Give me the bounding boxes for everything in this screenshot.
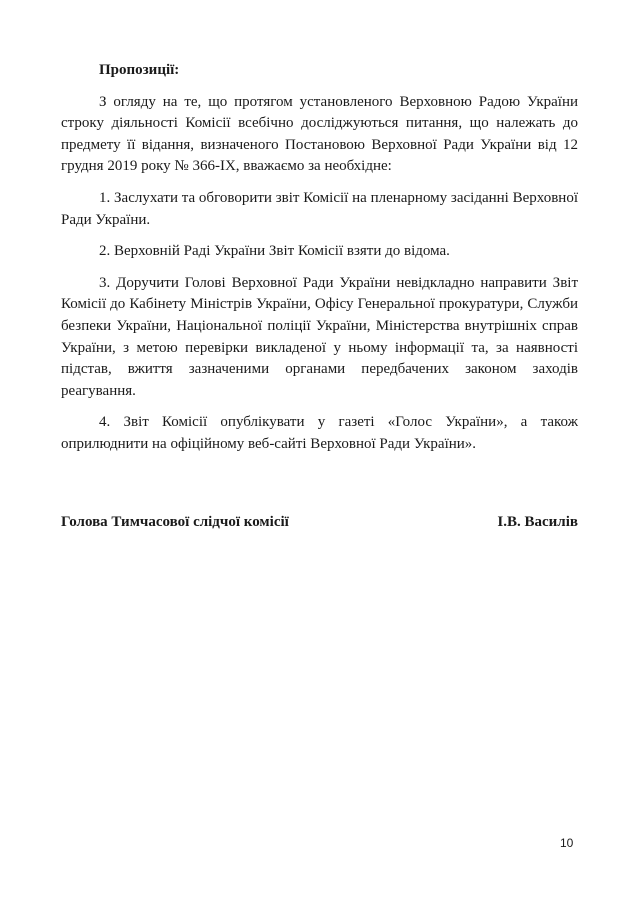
document-body: [61, 60, 578, 466]
proposal-item-2: 2. Верховній Раді України Звіт Комісії взяти до відома.: [99, 243, 450, 260]
signatory-title: Голова Тимчасової слідчої комісії: [61, 514, 289, 530]
page-number: 10: [560, 836, 574, 850]
intro-paragraph: З огляду на те, що протягом установленого Верховною Радою України строку діяльності Комісії всебічно досліджуються питання, що належать до предмету її відання, визначеного Постановою Верховної Ради України від 12 грудня 2019 року № 366-IX, вважаємо за необхідне:: [61, 93, 578, 175]
signatory-name: І.В. Василів: [497, 514, 578, 530]
proposal-item-3: 3. Доручити Голові Верховної Ради України невідкладно направити Звіт Комісії до Кабінету Міністрів України, Офісу Генеральної прокуратури, Служби безпеки України, Національної поліції України, Міністерства внутрішніх справ України, з метою перевірки викладеної у ньому інформації та, за наявності підстав, вжиття зазначеними органами передбачених законом заходів реагування.: [61, 274, 578, 399]
section-heading: Пропозиції:: [99, 62, 180, 78]
signature-block: [61, 514, 578, 531]
proposal-item-4: 4. Звіт Комісії опублікувати у газеті «Голос України», а також оприлюднити на офіційному веб-сайті Верховної Ради України».: [61, 414, 578, 452]
proposal-item-1: 1. Заслухати та обговорити звіт Комісії на пленарному засіданні Верховної Ради України.: [61, 189, 578, 228]
